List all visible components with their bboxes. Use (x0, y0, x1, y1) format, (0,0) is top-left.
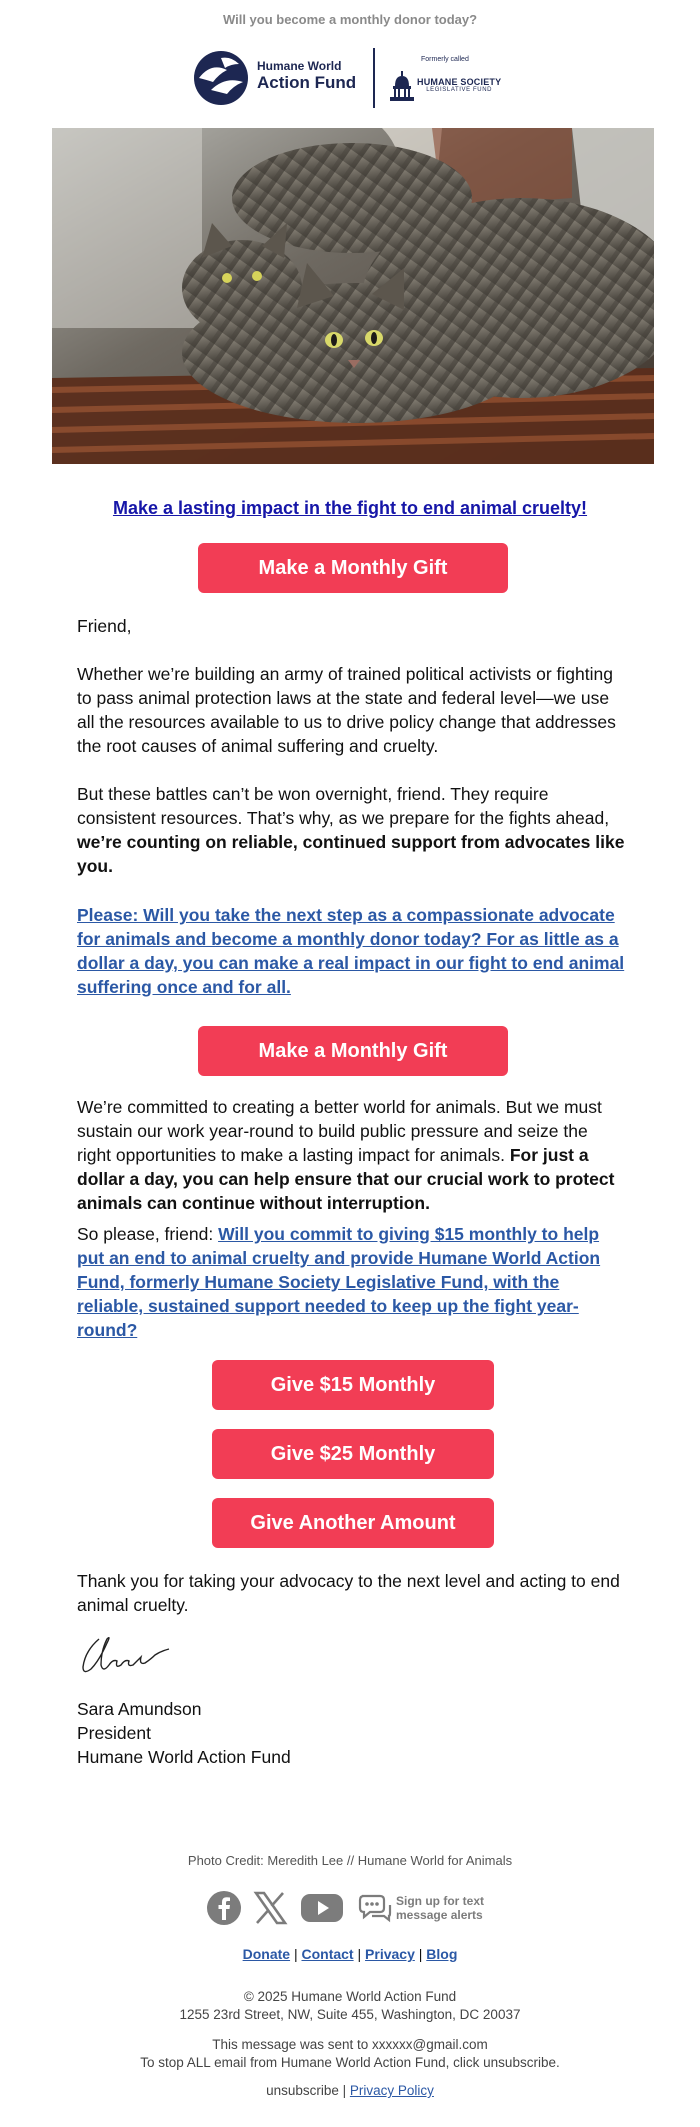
social-links (206, 1890, 506, 1930)
paragraph-2-text: But these battles can’t be won overnight, friend. They require consistent resources. That’s why, as we prepare for the fights ahead, (77, 784, 610, 828)
humane-society-wordmark (417, 78, 501, 94)
footer-notice (0, 2036, 700, 2072)
paragraph-5-text: So please, friend: (77, 1224, 219, 1244)
logo-row[interactable] (185, 44, 515, 112)
unsubscribe-link[interactable]: unsubscribe (266, 2083, 339, 2098)
capitol-building-icon (389, 70, 415, 102)
alerts-line1: Sign up for text (396, 1894, 484, 1908)
stop-email-notice: To stop ALL email from Humane World Action Fund, click unsubscribe. (140, 2055, 560, 2070)
monthly-gift-button-middle[interactable]: Make a Monthly Gift (198, 1026, 508, 1076)
preheader-text: Will you become a monthly donor today? (222, 12, 478, 27)
blog-link[interactable]: Blog (426, 1946, 458, 1962)
donate-link[interactable]: Donate (242, 1946, 291, 1962)
give-25-monthly-button[interactable]: Give $25 Monthly (212, 1429, 494, 1479)
former-line2: LEGISLATIVE FUND (426, 87, 493, 94)
humane-world-logo-icon (191, 48, 251, 108)
copyright: © 2025 Humane World Action Fund (243, 1989, 457, 2004)
facebook-icon[interactable] (206, 1890, 242, 1926)
privacy-link[interactable]: Privacy (365, 1946, 415, 1962)
signer-name: Sara Amundson (77, 1699, 202, 1719)
street-address: 1255 23rd Street, NW, Suite 455, Washington, DC 20037 (179, 2007, 521, 2022)
text-alerts-icon[interactable] (356, 1890, 392, 1926)
signer-block (77, 1697, 625, 1769)
sent-to-notice: This message was sent to xxxxxx@gmail.com (212, 2037, 488, 2052)
paragraph-3 (77, 903, 625, 999)
paragraph-4 (77, 1095, 625, 1215)
contact-link[interactable]: Contact (301, 1946, 354, 1962)
headline-link[interactable]: Make a lasting impact in the fight to end animal cruelty! (112, 498, 588, 518)
hero-image-cats[interactable] (52, 128, 654, 464)
formerly-called-label: Formerly called (421, 56, 469, 63)
give-15-monthly-button[interactable]: Give $15 Monthly (212, 1360, 494, 1410)
signer-title: President (77, 1723, 151, 1743)
x-twitter-icon[interactable] (252, 1890, 288, 1926)
footer-address (0, 1988, 700, 2024)
monthly-donor-link[interactable]: Please: Will you take the next step as a compassionate advocate for animals and become a monthly donor today? For as little as a dollar a day, you can make a real impact in our fight to end animal suffering once and for all. (77, 905, 625, 997)
alerts-line2: message alerts (396, 1908, 483, 1922)
signature-image (77, 1625, 177, 1685)
paragraph-2 (77, 782, 625, 878)
paragraph-4-bold: For just a dollar a day, you can help ensure that our crucial work to protect animals can continue without interruption. (77, 1145, 615, 1213)
paragraph-2-bold: we’re counting on reliable, continued support from advocates like you. (77, 832, 625, 876)
footer-unsubscribe: unsubscribe | Privacy Policy (266, 2083, 434, 2098)
footer-nav: Donate | Contact | Privacy | Blog (242, 1946, 458, 1962)
greeting: Friend, (77, 616, 132, 636)
logo-divider (373, 48, 375, 108)
monthly-gift-button-top[interactable]: Make a Monthly Gift (198, 543, 508, 593)
closing-paragraph: Thank you for taking your advocacy to the next level and acting to end animal cruelty. (77, 1571, 620, 1615)
privacy-policy-link[interactable]: Privacy Policy (349, 2083, 434, 2098)
org-line2: Action Fund (257, 73, 357, 92)
cats-photo (52, 128, 654, 464)
paragraph-4-text: We’re committed to creating a better world for animals. But we must sustain our work year-round to build public pressure and seize the right opportunities to make a lasting impact for animals. (77, 1097, 602, 1165)
paragraph-5 (77, 1222, 625, 1342)
humane-world-wordmark (257, 60, 356, 91)
give-another-amount-button[interactable]: Give Another Amount (212, 1498, 494, 1548)
signer-org: Humane World Action Fund (77, 1747, 291, 1767)
former-line1: HUMANE SOCIETY (417, 77, 502, 87)
text-alerts-label[interactable] (396, 1894, 484, 1922)
photo-credit: Photo Credit: Meredith Lee // Humane World for Animals (187, 1853, 513, 1868)
org-line1: Humane World (257, 59, 342, 73)
paragraph-1: Whether we’re building an army of trained political activists or fighting to pass animal protection laws at the state and federal level—we use all the resources available to us to drive policy change that addresses the root causes of animal suffering and cruelty. (77, 664, 616, 756)
give-15-monthly-link[interactable]: Will you commit to giving $15 monthly to help put an end to animal cruelty and provide Humane World Action Fund, formerly Humane Society Legislative Fund, with the reliable, sustained support needed to keep up the fight year-round? (77, 1224, 601, 1340)
youtube-icon[interactable] (300, 1890, 344, 1926)
